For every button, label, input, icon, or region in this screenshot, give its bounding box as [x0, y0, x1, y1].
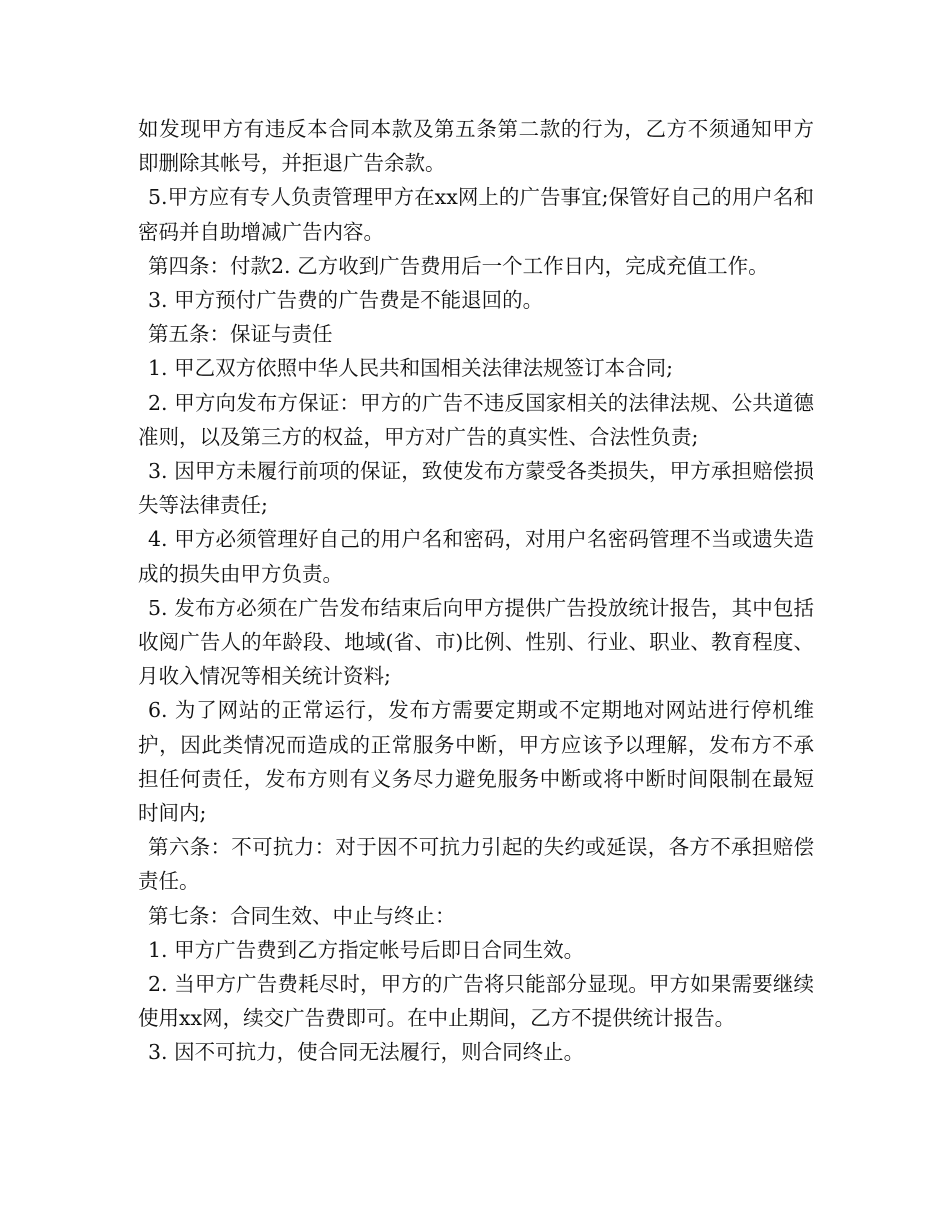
paragraph: 6. 为了网站的正常运行，发布方需要定期或不定期地对网站进行停机维护，因此类情况而造成的正常服务中断，甲方应该予以理解，发布方不承担任何责任，发布方则有义务尽力避免服务中断或将中断时间限制在最短时间内;	[138, 698, 814, 826]
document-body	[138, 112, 814, 1070]
paragraph: 5. 发布方必须在广告发布结束后向甲方提供广告投放统计报告，其中包括收阅广告人的年龄段、地域(省、市)比例、性别、行业、职业、教育程度、月收入情况等相关统计资料;	[138, 595, 814, 689]
paragraph: 3. 因不可抗力，使合同无法履行，则合同终止。	[148, 1040, 585, 1065]
paragraph: 3. 因甲方未履行前项的保证，致使发布方蒙受各类损失，甲方承担赔偿损失等法律责任;	[138, 459, 814, 518]
paragraph: 1. 甲方广告费到乙方指定帐号后即日合同生效。	[148, 937, 585, 962]
paragraph: 4. 甲方必须管理好自己的用户名和密码，对用户名密码管理不当或遗失造成的损失由甲方负责。	[138, 527, 814, 586]
paragraph: 第四条：付款2. 乙方收到广告费用后一个工作日内，完成充值工作。	[148, 253, 769, 278]
paragraph: 1. 甲乙双方依照中华人民共和国相关法律法规签订本合同;	[148, 356, 673, 381]
paragraph: 3. 甲方预付广告费的广告费是不能退回的。	[148, 288, 544, 313]
section-heading: 第六条：不可抗力：对于因不可抗力引起的失约或延误，各方不承担赔偿责任。	[138, 835, 814, 894]
paragraph: 2. 当甲方广告费耗尽时，甲方的广告将只能部分显现。甲方如果需要继续使用xx网，续交广告费即可。在中止期间，乙方不提供统计报告。	[138, 972, 814, 1031]
paragraph: 5.甲方应有专人负责管理甲方在xx网上的广告事宜;保管好自己的用户名和密码并自助增减广告内容。	[138, 185, 814, 244]
paragraph: 2. 甲方向发布方保证：甲方的广告不违反国家相关的法律法规、公共道德准则，以及第三方的权益，甲方对广告的真实性、合法性负责;	[138, 390, 814, 449]
section-heading: 第七条：合同生效、中止与终止：	[148, 903, 456, 928]
paragraph: 如发现甲方有违反本合同本款及第五条第二款的行为，乙方不须通知甲方即删除其帐号，并拒退广告余款。	[138, 117, 814, 176]
section-heading: 第五条：保证与责任	[148, 322, 333, 347]
